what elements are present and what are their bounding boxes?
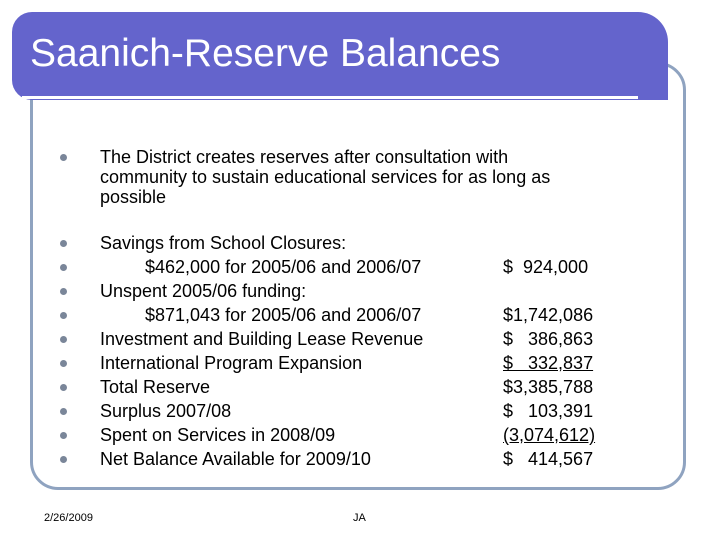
item-amount: $ 386,863 [503, 329, 594, 349]
item-amount: $ 103,391 [503, 401, 594, 421]
item-label: International Program Expansion [100, 353, 363, 373]
bullet-icon [60, 456, 67, 463]
item-label: $462,000 for 2005/06 and 2006/07 [145, 257, 422, 277]
bullet-icon [60, 432, 67, 439]
item-amount: $ 332,837 [503, 353, 594, 373]
bullet-icon [60, 312, 67, 319]
intro-line-1: The District creates reserves after consultation with [100, 147, 509, 167]
footer-author: JA [353, 512, 366, 524]
item-label: Surplus 2007/08 [100, 401, 232, 421]
bullet-icon [60, 384, 67, 391]
item-amount: $3,385,788 [503, 377, 594, 397]
footer-date: 2/26/2009 [44, 512, 93, 524]
bullet-icon [60, 288, 67, 295]
item-label: Investment and Building Lease Revenue [100, 329, 424, 349]
item-label: Total Reserve [100, 377, 211, 397]
item-amount: $1,742,086 [503, 305, 594, 325]
item-label: Unspent 2005/06 funding: [100, 281, 307, 301]
bullet-icon [60, 408, 67, 415]
item-label: $871,043 for 2005/06 and 2006/07 [145, 305, 422, 325]
intro-line-2: community to sustain educational services for as long as [100, 167, 551, 187]
slide-title: Saanich-Reserve Balances [30, 32, 501, 75]
bullet-icon [60, 154, 67, 161]
bullet-icon [60, 264, 67, 271]
item-amount: $ 414,567 [503, 449, 594, 469]
intro-line-3: possible [100, 187, 167, 207]
item-amount: $ 924,000 [503, 257, 589, 277]
item-label: Savings from School Closures: [100, 233, 347, 253]
title-underline [22, 96, 638, 99]
item-label: Net Balance Available for 2009/10 [100, 449, 371, 469]
item-amount: (3,074,612) [503, 425, 596, 445]
bullet-icon [60, 240, 67, 247]
item-label: Spent on Services in 2008/09 [100, 425, 336, 445]
bullet-icon [60, 360, 67, 367]
bullet-icon [60, 336, 67, 343]
